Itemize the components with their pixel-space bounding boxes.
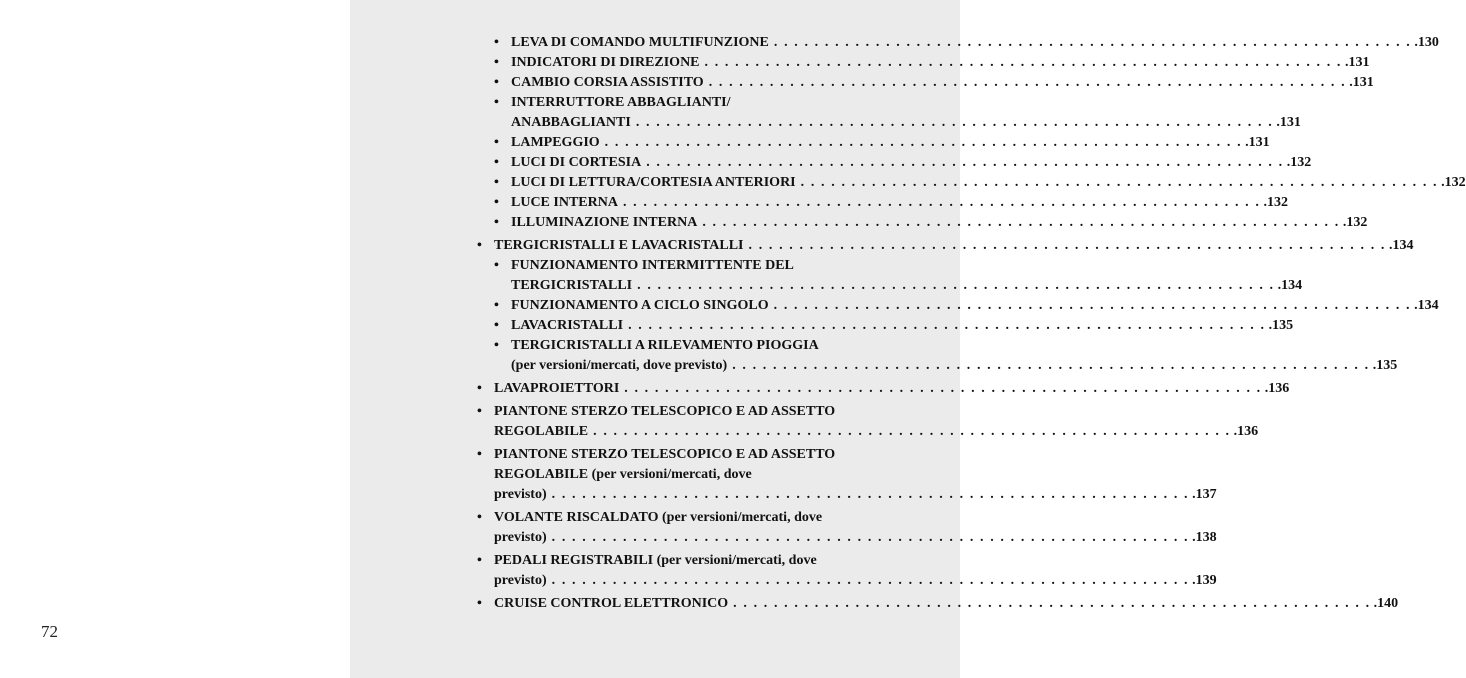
bullet-icon: • [477,553,482,568]
toc-entry[interactable] [470,336,1398,376]
toc-entry[interactable] [470,445,1217,505]
dot-leader: . . . . . . . . . . . . . . . . . . . . . . . . . . . . . . . . . . . . . . . . . . . . . . . . . . . . . . . . . . . . . . . [637,278,1275,293]
toc-entry[interactable] [470,316,1294,336]
toc-entry-last-line [511,173,1466,193]
bullet-icon: • [494,95,499,110]
bullet-icon: • [477,381,482,396]
toc-entry-line [494,508,896,528]
toc-entry-last-line [511,73,1374,93]
toc-entry-last-line [494,485,1217,505]
toc-entry-title: LUCI DI LETTURA/CORTESIA ANTERIORI [511,175,796,190]
toc-entry-last-line [494,422,1259,442]
toc-entry-title: INDICATORI DI DIREZIONE [511,55,700,70]
toc-entry-title: TERGICRISTALLI [511,278,633,293]
dot-leader: . . . . . . . . . . . . . . . . . . . . . . . . . . . . . . . . . . . . . . . . . . . . . . . . . . . . . . . . . . . . . . . [773,35,1412,50]
toc-page-number: .140 [1373,596,1399,611]
toc-entry-title: REGOLABILE [494,424,589,439]
toc-entry-title: CAMBIO CORSIA ASSISTITO [511,75,704,90]
dot-leader: . . . . . . . . . . . . . . . . . . . . . . . . . . . . . . . . . . . . . . . . . . . . . . . . . . . . . . . . . . . . . . . [732,358,1370,373]
toc-page-number: .138 [1192,530,1217,545]
toc-entry-line [511,256,896,276]
dot-leader: . . . . . . . . . . . . . . . . . . . . . . . . . . . . . . . . . . . . . . . . . . . . . . . . . . . . . . . . . . . . . . . [624,381,1262,396]
bullet-icon: • [494,298,499,313]
bullet-icon: • [477,447,482,462]
dot-leader: . . . . . . . . . . . . . . . . . . . . . . . . . . . . . . . . . . . . . . . . . . . . . . . . . . . . . . . . . . . . . . . [704,55,1343,70]
toc-entry-last-line [511,356,1398,376]
dot-leader: . . . . . . . . . . . . . . . . . . . . . . . . . . . . . . . . . . . . . . . . . . . . . . . . . . . . . . . . . . . . . . . [733,596,1371,611]
toc-page-number: .132 [1263,195,1288,210]
toc-page-number: .131 [1276,115,1301,130]
toc-page-number: .134 [1414,298,1439,313]
toc-entry-title: LAMPEGGIO [511,135,600,150]
toc-entry[interactable] [470,551,1217,591]
toc-page-number: .134 [1277,278,1303,293]
toc-page-number: .132 [1286,155,1312,170]
toc-entry-last-line [511,53,1370,73]
dot-leader: . . . . . . . . . . . . . . . . . . . . . . . . . . . . . . . . . . . . . . . . . . . . . . . . . . . . . . . . . . . . . . . [773,298,1412,313]
dot-leader: . . . . . . . . . . . . . . . . . . . . . . . . . . . . . . . . . . . . . . . . . . . . . . . . . . . . . . . . . . . . . . . [622,195,1261,210]
toc-entry-title: ILLUMINAZIONE INTERNA [511,215,698,230]
bullet-icon: • [494,175,499,190]
toc-page-number: .135 [1372,358,1398,373]
toc-page-number: .131 [1245,135,1270,150]
toc-page-number: .136 [1233,424,1259,439]
toc-entry-line [511,93,896,113]
toc-entry-title: LAVAPROIETTORI [494,381,620,396]
toc-entry[interactable] [470,256,1303,296]
toc-entry[interactable] [470,296,1439,316]
toc-entry[interactable] [470,53,1370,73]
toc-entry-last-line [511,296,1439,316]
toc-entry-title: PEDALI REGISTRABILI (per versioni/mercati, dove [494,553,817,568]
dot-leader: . . . . . . . . . . . . . . . . . . . . . . . . . . . . . . . . . . . . . . . . . . . . . . . . . . . . . . . . . . . . . . . [551,530,1190,545]
dot-leader: . . . . . . . . . . . . . . . . . . . . . . . . . . . . . . . . . . . . . . . . . . . . . . . . . . . . . . . . . . . . . . . [628,318,1266,333]
toc-entry-title: PIANTONE STERZO TELESCOPICO E AD ASSETTO [494,404,836,419]
toc-entry-title: LUCI DI CORTESIA [511,155,642,170]
dot-leader: . . . . . . . . . . . . . . . . . . . . . . . . . . . . . . . . . . . . . . . . . . . . . . . . . . . . . . . . . . . . . . . [551,487,1190,502]
toc-entry-title: LAVACRISTALLI [511,318,624,333]
toc-entry[interactable] [470,73,1374,93]
toc-page-number: .134 [1389,238,1414,253]
dot-leader: . . . . . . . . . . . . . . . . . . . . . . . . . . . . . . . . . . . . . . . . . . . . . . . . . . . . . . . . . . . . . . . [593,424,1231,439]
right-page [350,0,1466,678]
left-page [0,0,350,678]
toc-entry-title: CRUISE CONTROL ELETTRONICO [494,596,729,611]
page-number: 72 [41,622,58,641]
toc-page-number: .132 [1342,215,1368,230]
toc-entry-title: FUNZIONAMENTO INTERMITTENTE DEL [511,258,794,273]
toc-entry-title: previsto) [494,573,547,588]
toc-entry-title: PIANTONE STERZO TELESCOPICO E AD ASSETTO [494,447,836,462]
toc-entry-last-line [494,528,1217,548]
dot-leader: . . . . . . . . . . . . . . . . . . . . . . . . . . . . . . . . . . . . . . . . . . . . . . . . . . . . . . . . . . . . . . . [748,238,1386,253]
toc-entry-title: LUCE INTERNA [511,195,618,210]
toc-entry-last-line [494,571,1217,591]
toc-entry-last-line [494,379,1290,399]
toc-entry-last-line [511,213,1368,233]
toc-page-number: .130 [1414,35,1439,50]
toc-entry-line [494,402,896,422]
toc-entry-line [511,336,896,356]
toc-page-number: .136 [1264,381,1290,396]
toc-entry-title: (per versioni/mercati, dove previsto) [511,358,728,373]
toc-entry-line [494,551,896,571]
bullet-icon: • [477,596,482,611]
toc-page-number: .135 [1268,318,1294,333]
toc-entry-line [494,465,896,485]
toc-entry-title: ANABBAGLIANTI [511,115,631,130]
dot-leader: . . . . . . . . . . . . . . . . . . . . . . . . . . . . . . . . . . . . . . . . . . . . . . . . . . . . . . . . . . . . . . . [635,115,1274,130]
toc-entry[interactable] [470,594,1399,614]
dot-leader: . . . . . . . . . . . . . . . . . . . . . . . . . . . . . . . . . . . . . . . . . . . . . . . . . . . . . . . . . . . . . . . [646,155,1284,170]
toc-entry-last-line [511,33,1439,53]
toc-entry[interactable] [470,93,1301,133]
dot-leader: . . . . . . . . . . . . . . . . . . . . . . . . . . . . . . . . . . . . . . . . . . . . . . . . . . . . . . . . . . . . . . . [702,215,1340,230]
toc-entry-last-line [494,594,1399,614]
toc-entry-title: REGOLABILE (per versioni/mercati, dove [494,467,752,482]
toc-entry-last-line [511,316,1294,336]
toc-entry-title: previsto) [494,487,547,502]
toc-page-number: .132 [1441,175,1466,190]
bullet-icon: • [477,238,482,253]
bullet-icon: • [494,258,499,273]
toc-entry-last-line [511,193,1288,213]
toc-entry-title: FUNZIONAMENTO A CICLO SINGOLO [511,298,769,313]
toc-entry[interactable] [470,508,1217,548]
toc-entry-title: TERGICRISTALLI A RILEVAMENTO PIOGGIA [511,338,819,353]
bullet-icon: • [477,404,482,419]
bullet-icon: • [494,338,499,353]
dot-leader: . . . . . . . . . . . . . . . . . . . . . . . . . . . . . . . . . . . . . . . . . . . . . . . . . . . . . . . . . . . . . . . [551,573,1190,588]
bullet-icon: • [477,510,482,525]
dot-leader: . . . . . . . . . . . . . . . . . . . . . . . . . . . . . . . . . . . . . . . . . . . . . . . . . . . . . . . . . . . . . . . [708,75,1347,90]
toc-entry-title: VOLANTE RISCALDATO (per versioni/mercati, dove [494,510,823,525]
toc-entry-last-line [511,153,1312,173]
bullet-icon: • [494,55,499,70]
toc-entry-line [494,445,896,465]
toc-entry[interactable] [470,379,1290,399]
bullet-icon: • [494,318,499,333]
dot-leader: . . . . . . . . . . . . . . . . . . . . . . . . . . . . . . . . . . . . . . . . . . . . . . . . . . . . . . . . . . . . . . . [800,175,1439,190]
toc-entry[interactable] [470,153,1312,173]
toc-entry[interactable] [470,213,1368,233]
toc-entry-title: INTERRUTTORE ABBAGLIANTI/ [511,95,731,110]
dot-leader: . . . . . . . . . . . . . . . . . . . . . . . . . . . . . . . . . . . . . . . . . . . . . . . . . . . . . . . . . . . . . . . [604,135,1243,150]
toc-entry[interactable] [470,402,1259,442]
toc-entry-last-line [511,133,1270,153]
toc-entry[interactable] [470,173,1466,193]
toc-entry[interactable] [470,133,1270,153]
bullet-icon: • [494,75,499,90]
toc-entry-last-line [494,236,1414,256]
toc-entry-last-line [511,276,1303,296]
bullet-icon: • [494,215,499,230]
table-of-contents [470,33,1466,614]
bullet-icon: • [494,155,499,170]
toc-entry-title: TERGICRISTALLI E LAVACRISTALLI [494,238,744,253]
bullet-icon: • [494,35,499,50]
toc-page-number: .139 [1192,573,1217,588]
toc-entry-last-line [511,113,1301,133]
toc-entry-title: LEVA DI COMANDO MULTIFUNZIONE [511,35,769,50]
toc-entry[interactable] [470,193,1288,213]
toc-page-number: .131 [1349,75,1374,90]
toc-entry[interactable] [470,33,1439,53]
toc-entry-title: previsto) [494,530,547,545]
bullet-icon: • [494,135,499,150]
bullet-icon: • [494,195,499,210]
toc-page-number: .131 [1345,55,1370,70]
toc-entry[interactable] [470,236,1414,256]
toc-page-number: .137 [1192,487,1217,502]
